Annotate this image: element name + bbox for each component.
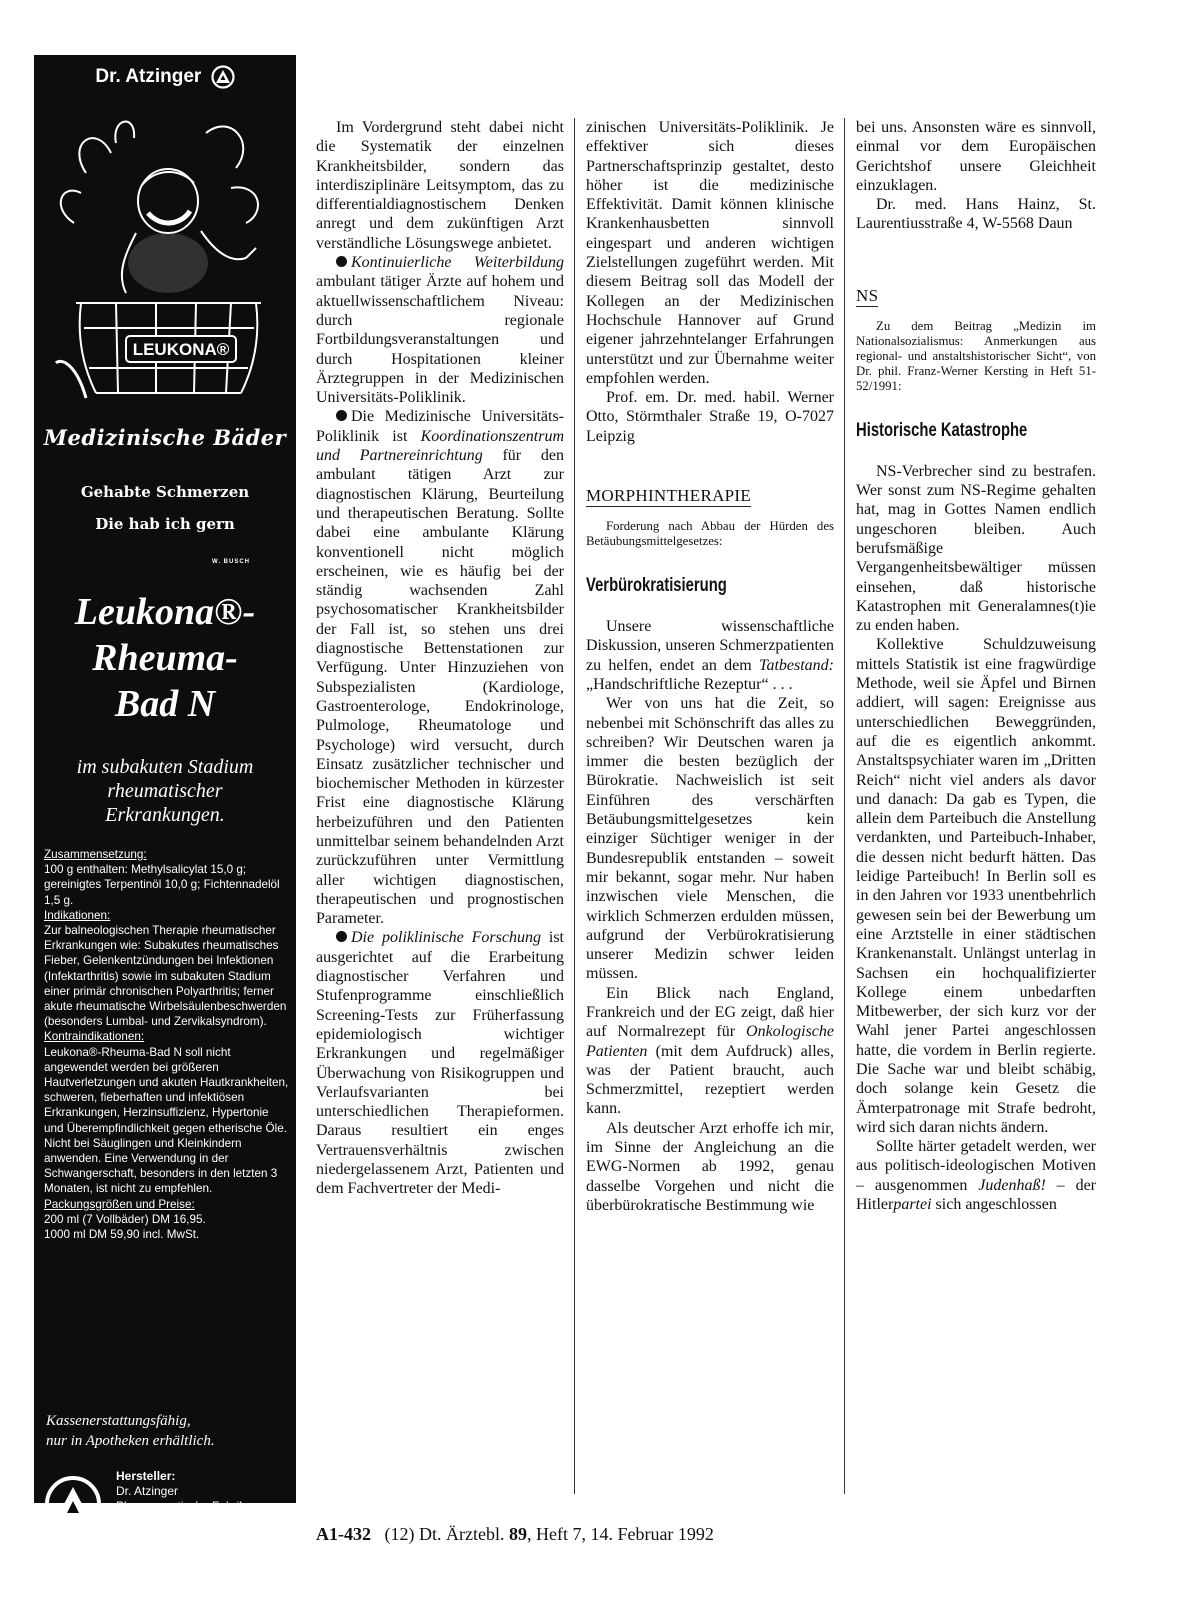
column3-paragraph-4 (856, 1137, 1096, 1214)
column3-p4-emphasis-2: partei (893, 1196, 932, 1214)
column1-p4-text: ist ausgerichtet auf die Erarbeitung diagnostischer Verfahren und Stufenprogramme einschließlich Screening-Tests zur Früherfassung epidemiologisch wichtiger Erkrankungen und regelmäßiger Überwachung von Risikogruppen und Verlaufsvarianten bei unterschiedlichen Therapieformen. Daraus resultiert ein enges Vertrauensverhältnis zwischen niedergelassenem Arzt, Patienten und dem Fachvertreter der Medi- (316, 929, 564, 1198)
column1-paragraph-1: Im Vordergrund steht dabei nicht die Systematik der einzelnen Krankheitsbilder, sondern das interdisziplinäre Leitsymptom, das zu differentialdiagnostischem Denken anregt und dem zukünftigen Arzt verständliche Lösungswege anbietet. (316, 119, 564, 252)
column3-p4-text: sich angeschlossen (931, 1196, 1057, 1214)
issue-date: , Heft 7, 14. Februar 1992 (526, 1524, 714, 1544)
composition-text: 100 g enthalten: Methylsalicylat 15,0 g; gereinigtes Terpentinöl 10,0 g; Fichtennadelöl 1,5 g. (44, 863, 280, 907)
leukona-advertisement (34, 55, 296, 1528)
ad-subtitle-line3: Erkrankungen. (105, 804, 225, 826)
column1-p2-text: ambulant tätiger Ärzte auf hohem und aktuellwissenschaftlichem Niveau: durch regionale Fortbildungsveranstaltungen und durch Hospitationen kleiner Ärztegruppen in der Medizinischen Universitäts-Poliklinik. (316, 273, 564, 407)
pack-large: 1000 ml DM 59,90 incl. MwSt. (44, 1228, 200, 1242)
ad-product-line1: Leukona®- (74, 591, 256, 633)
atzinger-logo-icon (44, 1475, 102, 1533)
section-heading-morphintherapie: MORPHINTHERAPIE (586, 486, 752, 506)
ad-medical-baths: Medizinische Bäder (43, 425, 287, 450)
column2-p4-lead: Ein Blick nach England, Frankreich und der EG zeigt, daß hier auf Normalrezept für (586, 984, 834, 1041)
article-column-3 (856, 118, 1096, 1214)
column2-paragraph-1: zinischen Universitäts-Poliklinik. Je effektiver sich dieses Partnerschaftsprinzip gestaltet, desto höher ist die medizinische Effektivität. Damit können klinische Krankenhausbetten sinnvoll eingespart und anderen wichtigen Zielstellungen zugeführt werden. Mit diesem Beitrag soll das Modell der Kollegen an der Medizinischen Hochschule Hannover auf Grund eigener jahrzehntelanger Erfahrungen unterstützt und zur Übernahme weiter empfohlen werden. (586, 119, 834, 387)
section-heading-ns: NS (856, 285, 879, 305)
packs-heading: Packungsgrößen und Preise: (44, 1197, 195, 1211)
ad-reimbursement (46, 1411, 215, 1451)
column2-paragraph-3: Wer von uns hat die Zeit, so nebenbei mit Schönschrift das alles zu schreiben? Wir Deutschen waren ja immer die besten bezüglich der Bürokratie. Nachweislich ist seit Einführen des verschärften Betäubungsmittelgesetzes kein einziger Süchtiger weniger in der Bundesrepublik entstanden – soweit mir bekannt, sogar mehr. Nur haben inzwischen viele Menschen, die wirklich Schmerzen erdulden müssen, aufgrund der Verbürokratisierung unserer Medizin schwer leiden müssen. (586, 695, 834, 983)
ad-product-line3: Bad N (114, 683, 216, 725)
manufacturer-city: 8390 Passau (116, 1514, 187, 1528)
indications-heading: Indikationen: (44, 908, 111, 922)
column2-paragraph-2 (586, 617, 834, 694)
column2-p4-emphasis: Onkologische Patienten (586, 1023, 834, 1060)
column1-p3-lead: Die Medizinische Universitäts-Poliklinik ist (316, 408, 564, 445)
column2-paragraph-5: Als deutscher Arzt erhoffe ich mir, im Sinne der Angleichung an die EWG-Normen ab 1992, genau dasselbe Vorgehen und nicht die überbürokratische Bestimmung wie (586, 1119, 834, 1214)
column3-p4-middle: – der Hitler (856, 1176, 1096, 1214)
column3-p4-lead: Sollte härter getadelt werden, wer aus politisch-ideologischen Motiven – ausgenommen (856, 1138, 1096, 1194)
volume-number: 89 (508, 1524, 527, 1544)
column3-p4-emphasis: Judenhaß! (978, 1176, 1046, 1194)
page-footer (316, 1524, 714, 1545)
column2-p2-emphasis: Tatbestand: (759, 656, 834, 674)
ad-motto-line2: Die hab ich gern (95, 515, 235, 533)
column1-p3-emphasis: Koordinationszentrum und Partnereinrichtung (316, 427, 564, 465)
column2-paragraph-4 (586, 984, 834, 1119)
headline-historische-katastrophe: Historische Katastrophe (856, 419, 1028, 441)
composition-heading: Zusammensetzung: (44, 848, 147, 861)
bath-barrel-label: LEUKONA® (132, 340, 230, 359)
atzinger-logo-icon (211, 65, 235, 89)
column1-paragraph-3 (316, 407, 564, 928)
morphintherapie-intro: Forderung nach Abbau der Hürden des Betäubungsmittelgesetzes: (586, 519, 834, 549)
column1-paragraph-2 (316, 253, 564, 407)
ad-motto-author: W. BUSCH (212, 559, 250, 565)
ad-subtitle (34, 755, 296, 827)
bathing-man-illustration-icon (56, 113, 278, 403)
page-number: A1-432 (316, 1524, 371, 1544)
ad-product-facts (44, 847, 290, 1242)
article-column-2 (586, 118, 834, 1215)
bullet-icon (336, 256, 347, 267)
manufacturer-type: Pharmazeutische Fabrik (116, 1499, 246, 1513)
manufacturer-heading: Hersteller: (116, 1469, 176, 1483)
pack-small: 200 ml (7 Vollbäder) DM 16,95. (44, 1212, 206, 1226)
column2-p2-lead: Unsere wissenschaftliche Diskussion, unseren Schmerzpatienten zu helfen, endet an dem (586, 618, 834, 674)
column1-p2-emphasis: Kontinuierliche Weiterbildung (351, 254, 564, 272)
manufacturer-text (116, 1469, 306, 1529)
column2-p2-text: „Handschriftliche Rezeptur“ . . . (586, 675, 793, 693)
column1-paragraph-4 (316, 928, 564, 1198)
ad-brand (34, 65, 296, 89)
ad-product-line2: Rheuma- (92, 637, 238, 679)
manufacturer-name: Dr. Atzinger (116, 1484, 179, 1498)
column-divider (844, 118, 845, 1494)
article-column-1 (316, 118, 564, 1199)
issue-lead: (12) Dt. Ärztebl. (384, 1524, 509, 1544)
column3-paragraph-1: bei uns. Ansonsten wäre es sinnvoll, einmal vor dem Europäischen Gerichtshof unsere Gleichheit einzuklagen. (856, 119, 1096, 194)
contraindications-text: Leukona®-Rheuma-Bad N soll nicht angewendet werden bei größeren Hautverletzungen und akuten Hautkrankheiten, schweren, fieberhaften und infektiösen Erkrankungen, Herzinsuffizienz, Hypertonie und Überempfindlichkeit gegen etherische Öle. Nicht bei Säuglingen und Kleinkindern anwenden. Eine Verwendung in der Schwangerschaft, besonders in den letzten 3 Monaten, ist nicht zu empfehlen. (44, 1045, 289, 1196)
ad-subtitle-line2: rheumatischer (107, 780, 223, 802)
bullet-icon (336, 931, 347, 942)
bullet-icon (336, 410, 347, 421)
column1-p3-text: für den ambulant tätigen Arzt zur diagnostischen Klärung, Beurteilung und therapeutischen Beratung. Sollte dabei eine ambulante Klärung konventionell nicht möglich erscheinen, wie es häufig bei der ständig wachsenden Zahl psychosomatischer Krankheitsbilder der Fall ist, so stehen uns drei diagnostische Bettenstationen zur Verfügung. Unter Hinzuziehen von Subspezialisten (Kardiologe, Gastroenterologe, Endokrinologe, Pulmologe, Rheumatologe und Psychologe) wird versucht, durch Einsatz zusätzlicher technischer und biochemischer Methoden in kürzester Frist eine diagnostische Klärung herbeizuführen und den Patienten unmittelbar seinem behandelnden Arzt zurückzuführen unter Vermittlung aller wichtigen diagnostischen, therapeutischen und prognostischen Parameter. (316, 447, 564, 928)
ad-reimbursement-line2: nur in Apotheken erhältlich. (46, 1433, 215, 1449)
ad-brand-name: Dr. Atzinger (95, 66, 202, 88)
letter-signature-otto: Prof. em. Dr. med. habil. Werner Otto, Störmthaler Straße 19, O-7027 Leipzig (586, 389, 834, 445)
ad-product-name (34, 589, 296, 727)
ns-intro: Zu dem Beitrag „Medizin im Nationalsozialismus: Anmerkungen aus regional- und anstaltshistorischer Sicht“, von Dr. phil. Franz-Werner Kersting in Heft 51-52/1991: (856, 318, 1096, 393)
column3-paragraph-2: NS-Verbrecher sind zu bestrafen. Wer sonst zum NS-Regime gehalten hat, mag in Gottes Namen endlich ungeschoren bleiben. Auch berufsmäßige Vergangenheitsbewältiger müssen einsehen, daß historische Katastrophen mit Generalamnes(t)ie zu enden haben. (856, 462, 1096, 635)
ad-motto-line1: Gehabte Schmerzen (80, 483, 250, 501)
column2-p4-text: (mit dem Aufdruck) alles, was der Patient braucht, auch Schmerzmittel, rezeptiert werden kann. (586, 1042, 834, 1118)
headline-verbuerokratisierung: Verbürokratisierung (586, 575, 727, 597)
indications-text: Zur balneologischen Therapie rheumatischer Erkrankungen wie: Subakutes rheumatisches Fieber, Gelenkentzündungen bei Infektionen (Infektarthritis) sowie im subakuten Stadium einer primär chronischen Polyarthritis; ferner akute rheumatische Wirbelsäulenbeschwerden (besonders Lumbal- und Zervikalsyndrom). (44, 924, 287, 1029)
ad-subtitle-line1: im subakuten Stadium (76, 756, 254, 778)
ad-reimbursement-line1: Kassenerstattungsfähig, (46, 1413, 191, 1429)
contraindications-heading: Kontraindikationen: (44, 1030, 145, 1044)
column-divider (574, 118, 575, 1494)
column1-p4-emphasis: Die poliklinische Forschung (351, 929, 541, 947)
column3-paragraph-3: Kollektive Schuldzuweisung mittels Statistik ist eine fragwürdige Methode, weil sie Äpfel und Birnen addiert, will sagen: Ereignisse aus unterschiedlichen Beweggründen, auf die es eigentlich ankommt. Anstaltspsychiater waren im „Dritten Reich“ nicht viel anders als davor und danach: Da gab es Typen, die allein dem Parteibuch die Anstellung verdankten, und Parteibuch-Inhaber, die dessen nicht bedurft hätten. Das leidige Parteibuch! In Berlin soll es in den Jahren vor 1933 unentbehrlich gewesen sein bei der Bewerbung um eine Arztstelle in einer städtischen Krankenanstalt. Unlängst unterlag in Sachsen ein hochqualifizierter Kollege einem unbedarften Mitbewerber, der sich kurz vor der Wahl jener Partei angeschlossen hatte, die vordem in Berlin regierte. Die Sache war und bleibt schäbig, doch solange kein Gesetz die Ämterpatronage mit Strafe bedroht, wird sich daran nichts ändern. (856, 636, 1096, 1136)
letter-signature-hainz: Dr. med. Hans Hainz, St. Laurentiusstraße 4, W-5568 Daun (856, 196, 1096, 233)
